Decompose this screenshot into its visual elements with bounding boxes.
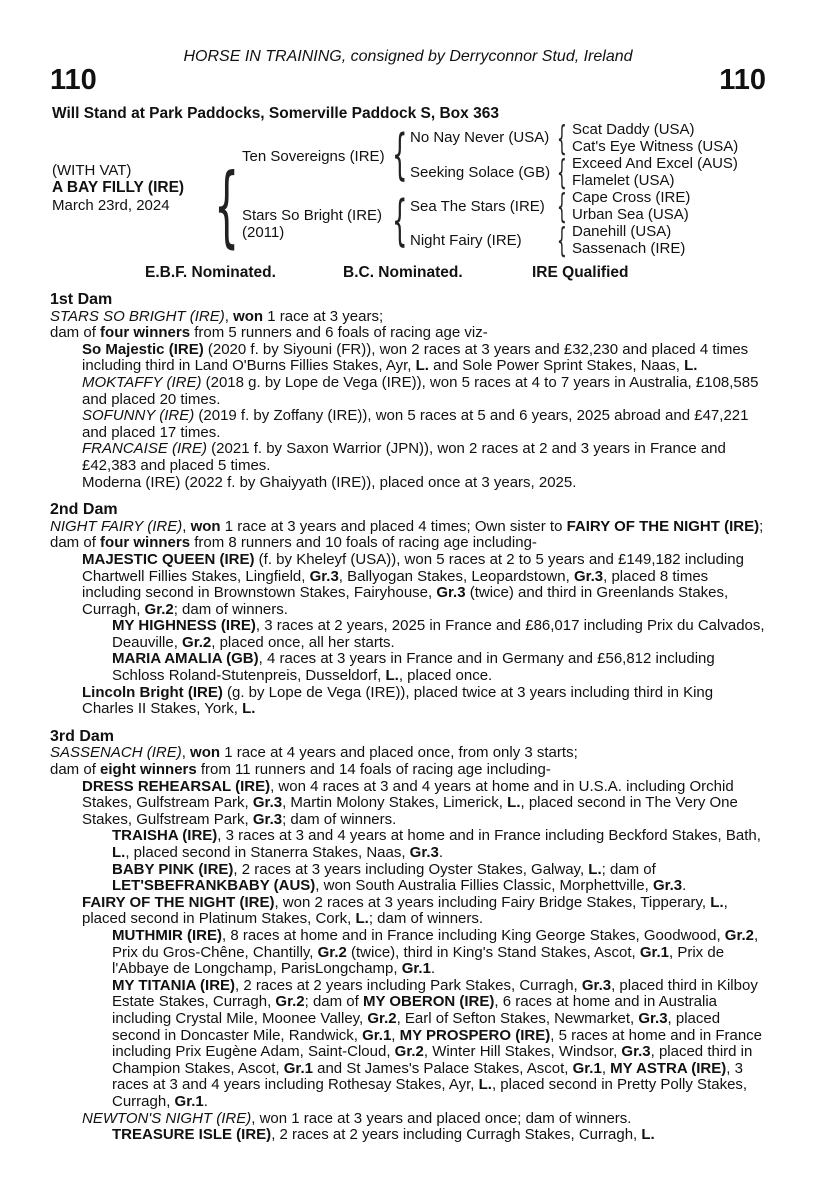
ancestor-g5: Cape Cross (IRE) <box>572 189 691 206</box>
first-dam-summary: dam of four winners from 5 runners and 6 foals of racing age viz- <box>50 324 488 342</box>
ancestor-g4: Flamelet (USA) <box>572 172 675 189</box>
progeny-moderna: Moderna (IRE) (2022 f. by Ghaiyyath (IRE)), placed once at 3 years, 2025. <box>82 473 577 491</box>
dam-dam: Night Fairy (IRE) <box>410 232 522 249</box>
ancestor-g8: Sassenach (IRE) <box>572 240 686 257</box>
progeny-traisha: TRAISHA (IRE), 3 races at 3 and 4 years at home and in France including Beckford Stakes, Bath, L., placed second in Stanerra Stakes, Naas, Gr.3. <box>112 827 761 861</box>
brace-horse: { <box>214 154 240 257</box>
horse-name: A BAY FILLY (IRE) <box>52 179 185 196</box>
foaling-date: March 23rd, 2024 <box>52 197 170 214</box>
second-dam-line: NIGHT FAIRY (IRE), won 1 race at 3 years and placed 4 times; Own sister to FAIRY OF THE NIGHT (IRE); <box>50 517 764 535</box>
first-dam-heading: 1st Dam <box>50 291 113 308</box>
progeny-baby-pink: BABY PINK (IRE), 2 races at 3 years including Oyster Stakes, Galway, L.; dam of LET'SBEFRANKBABY (AUS), won South Australia Fillies Classic, Morphettville, Gr.3. <box>112 860 687 895</box>
brace-g4: { <box>557 221 567 261</box>
produce-record <box>50 292 766 1144</box>
dam-sire: Sea The Stars (IRE) <box>410 198 545 215</box>
progeny-maria-amalia: MARIA AMALIA (GB), 4 races at 3 years in France and in Germany and £56,812 including Schloss Roland-Stutenpreis, Dusseldorf, L., placed once. <box>112 650 715 685</box>
progeny-lincoln-bright: Lincoln Bright (IRE) (g. by Lope de Vega (IRE)), placed twice at 3 years including third in King Charles II Stakes, York, L. <box>82 683 714 718</box>
progeny-fairy-of-the-night: FAIRY OF THE NIGHT (IRE), won 2 races at 3 years including Fairy Bridge Stakes, Tipperary, L., placed second in Platinum Stakes, Cork, L.; dam of winners. <box>82 893 728 928</box>
ancestor-g7: Danehill (USA) <box>572 223 672 240</box>
ancestor-g6: Urban Sea (USA) <box>572 206 689 223</box>
brace-g3: { <box>557 187 567 227</box>
progeny-my-highness: MY HIGHNESS (IRE), 3 races at 2 years, 2025 in France and £86,017 including Prix du Calvados, Deauville, Gr.2, placed once, all her starts. <box>112 617 765 651</box>
third-dam-heading: 3rd Dam <box>50 727 115 745</box>
ancestor-g3: Exceed And Excel (AUS) <box>572 155 738 172</box>
brace-g2: { <box>557 153 567 193</box>
ancestor-g2: Cat's Eye Witness (USA) <box>572 138 739 155</box>
ire-qualified: IRE Qualified <box>532 264 629 281</box>
pedigree-table <box>0 120 816 260</box>
progeny-so-majestic: So Majestic (IRE) (2020 f. by Siyouni (FR)), won 2 races at 3 years and £32,230 and placed 4 times including third in Land O'Burns Fillies Stakes, Ayr, L. and Sole Power Sprint Stakes, Naas, L. <box>82 340 749 375</box>
consignor-line: HORSE IN TRAINING, consigned by Derryconnor Stud, Ireland <box>183 48 633 65</box>
sire-name: Ten Sovereigns (IRE) <box>242 148 385 165</box>
progeny-dress-rehearsal: DRESS REHEARSAL (IRE), won 4 races at 3 and 4 years at home and in U.S.A. including Orchid Stakes, Gulfstream Park, Gr.3, Martin Molony Stakes, Limerick, L., placed second in The Very One Stakes, Gulfstream Park, Gr.3; dam of winners. <box>82 777 738 828</box>
progeny-muthmir: MUTHMIR (IRE), 8 races at home and in France including King George Stakes, Goodwood, Gr.2, Prix du Gros-Chêne, Chantilly, Gr.2 (twice), third in King's Stand Stakes, Ascot, Gr.1, Prix de l'Abbaye de Longchamp, ParisLongchamp, Gr.1. <box>112 926 759 978</box>
progeny-newtons-night: NEWTON'S NIGHT (IRE), won 1 race at 3 years and placed once; dam of winners. <box>82 1109 632 1127</box>
second-dam-summary: dam of four winners from 8 runners and 10 foals of racing age including- <box>50 534 537 552</box>
third-dam-line: SASSENACH (IRE), won 1 race at 4 years and placed once, from only 3 starts; <box>50 744 578 762</box>
lot-number-left: 110 <box>50 64 97 96</box>
brace-g1: { <box>557 119 567 159</box>
lot-number-right: 110 <box>719 64 766 96</box>
stabling-location: Will Stand at Park Paddocks, Somerville Paddock S, Box 363 <box>52 105 499 122</box>
ebf-nomination: E.B.F. Nominated. <box>145 264 276 281</box>
second-dam-heading: 2nd Dam <box>50 501 118 519</box>
progeny-sofunny: SOFUNNY (IRE) (2019 f. by Zoffany (IRE)), won 5 races at 5 and 6 years, 2025 abroad and £47,221 and placed 17 times. <box>82 407 749 441</box>
brace-dam: { <box>392 189 408 252</box>
sire-sire: No Nay Never (USA) <box>410 129 550 146</box>
progeny-francaise: FRANCAISE (IRE) (2021 f. by Saxon Warrior (JPN)), won 2 races at 2 and 3 years in France and £42,383 and placed 5 times. <box>82 440 726 474</box>
first-dam-line: STARS SO BRIGHT (IRE), won 1 race at 3 years; <box>50 307 384 325</box>
bc-nomination: B.C. Nominated. <box>343 264 463 281</box>
dam-year: (2011) <box>242 224 285 241</box>
ancestor-g1: Scat Daddy (USA) <box>572 121 695 138</box>
progeny-majestic-queen: MAJESTIC QUEEN (IRE) (f. by Kheleyf (USA)), won 5 races at 2 to 5 years and £149,182 including Chartwell Fillies Stakes, Lingfield, Gr.3, Ballyogan Stakes, Leopardstown, Gr.3, placed 8 times including second in Brownstown Stakes, Fairyhouse, Gr.3 (twice) and third in Greenlands Stakes, Curragh, Gr.2; dam of winners. <box>82 550 744 618</box>
third-dam-summary: dam of eight winners from 11 runners and 14 foals of racing age including- <box>50 761 551 779</box>
dam-name: Stars So Bright (IRE) <box>242 207 383 224</box>
progeny-moktaffy: MOKTAFFY (IRE) (2018 g. by Lope de Vega (IRE)), won 5 races at 4 to 7 years in Australia, £108,585 and placed 20 times. <box>82 373 759 408</box>
brace-sire: { <box>392 123 408 186</box>
vat-note: (WITH VAT) <box>52 162 132 179</box>
sire-dam: Seeking Solace (GB) <box>410 164 551 181</box>
progeny-treasure-isle: TREASURE ISLE (IRE), 2 races at 2 years including Curragh Stakes, Curragh, L. <box>112 1126 655 1144</box>
progeny-my-titania: MY TITANIA (IRE), 2 races at 2 years including Park Stakes, Curragh, Gr.3, placed third in Kilboy Estate Stakes, Curragh, Gr.2; dam of MY OBERON (IRE), 6 races at home and in Australia including Crystal Mile, Moonee Valley, Gr.2, Earl of Sefton Stakes, Newmarket, Gr.3, placed second in Doncaster Mile, Randwick, Gr.1, MY PROSPERO (IRE), 5 races at home and in France including Prix Eugène Adam, Saint-Cloud, Gr.2, Winter Hill Stakes, Windsor, Gr.3, placed third in Champion Stakes, Ascot, Gr.1 and St James's Palace Stakes, Ascot, Gr.1, MY ASTRA (IRE), 3 races at 3 and 4 years including Rothesay Stakes, Ayr, L., placed second in Pretty Polly Stakes, Curragh, Gr.1. <box>112 976 763 1110</box>
